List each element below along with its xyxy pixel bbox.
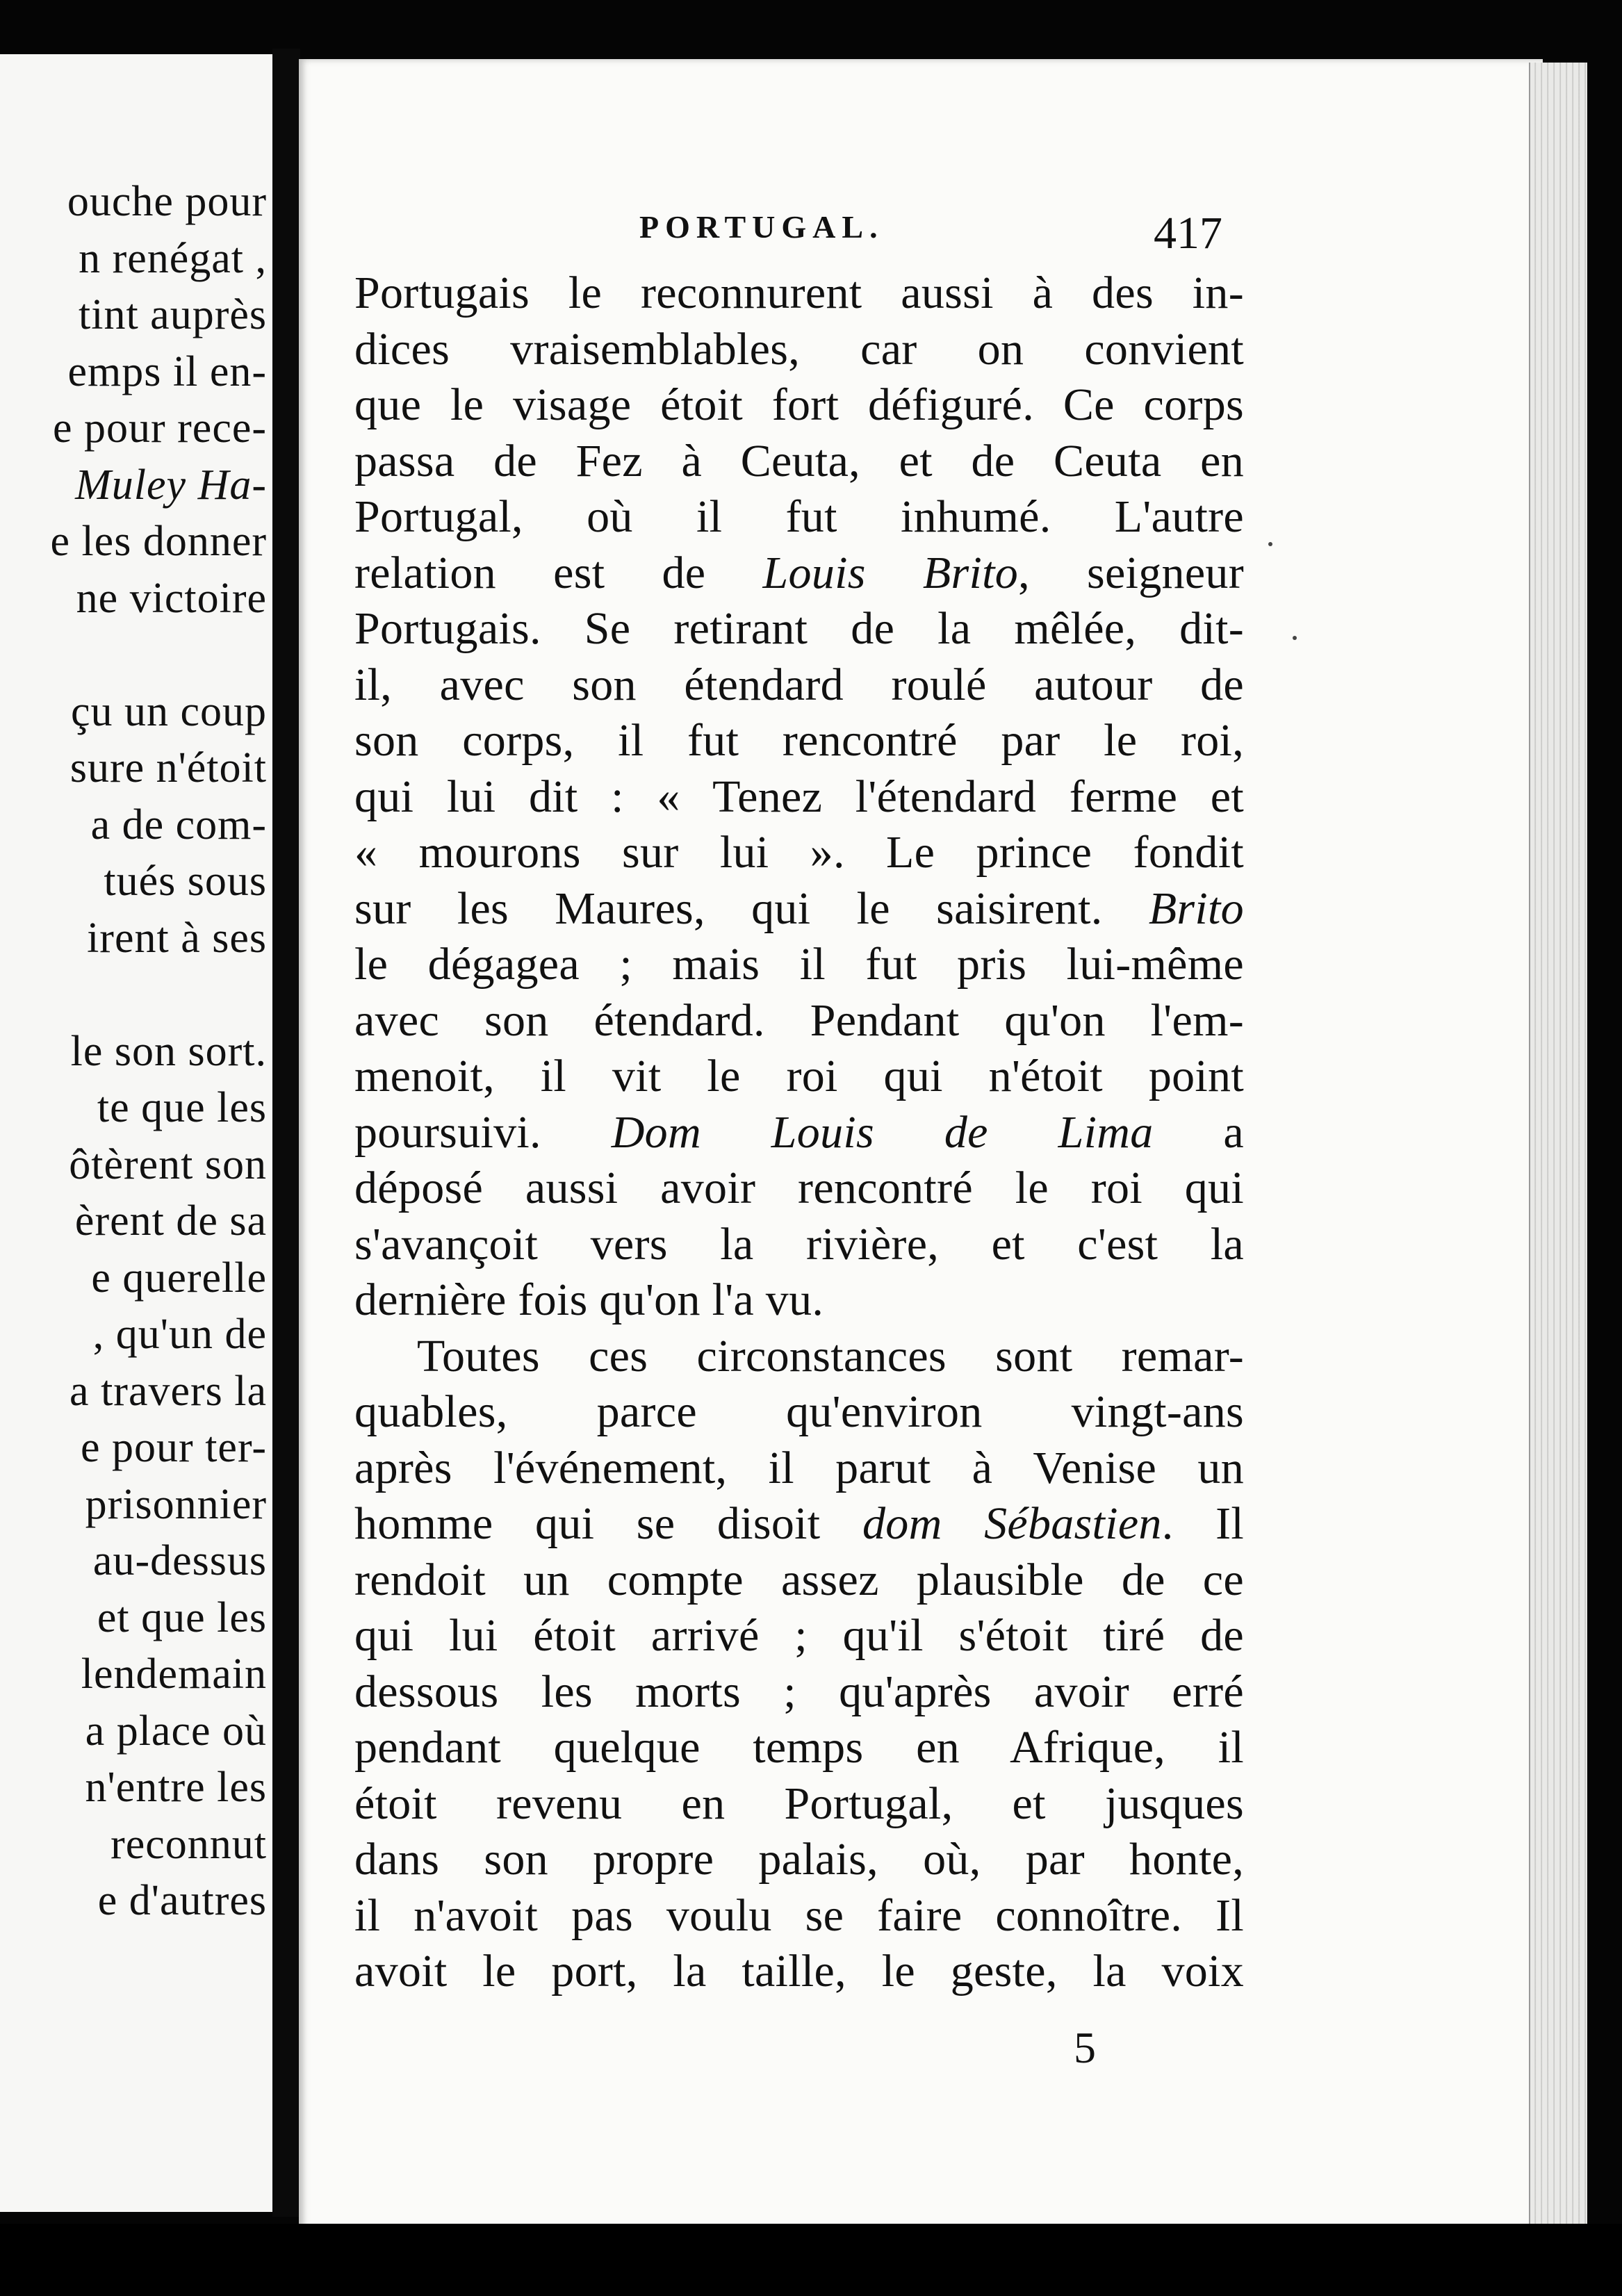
- left-page-line: çu un coup: [70, 687, 267, 735]
- text-line: [354, 546, 1244, 602]
- text-line: [354, 489, 1244, 546]
- text-line: [354, 993, 1244, 1049]
- left-page-line: tint auprès: [79, 291, 267, 338]
- left-page-line: sure n'étoit: [69, 744, 267, 792]
- text-run: déposé aussi avoir rencontré le roi qui: [354, 1163, 1244, 1213]
- text-line: [354, 881, 1244, 937]
- left-page-line: ne victoire: [76, 574, 267, 622]
- italic-name: Louis Brito: [762, 547, 1019, 598]
- left-page-line: lendemain: [81, 1650, 267, 1698]
- text-run: dessous les morts ; qu'après avoir erré: [354, 1666, 1244, 1717]
- scan-bottom-border: [0, 2224, 1622, 2296]
- left-page-line: ôtèrent son: [69, 1140, 267, 1188]
- text-run: menoit, il vit le roi qui n'étoit point: [354, 1051, 1244, 1101]
- italic-name: Brito: [1148, 883, 1244, 934]
- page-edges: [1529, 63, 1587, 2224]
- text-run: il n'avoit pas voulu se faire connoître. Il: [354, 1889, 1244, 1941]
- text-run: Portugais le reconnurent aussi à des in-: [354, 268, 1244, 318]
- text-run: pendant quelque temps en Afrique, il: [354, 1722, 1244, 1773]
- text-run: . Il: [1161, 1498, 1244, 1549]
- left-page-fragment: [0, 54, 272, 2212]
- text-line: [354, 1776, 1244, 1832]
- text-line: [354, 265, 1244, 322]
- text-line: [354, 1944, 1244, 2000]
- text-run: dices vraisemblables, car on convient: [354, 323, 1244, 375]
- text-line: [354, 769, 1244, 826]
- left-page-line: reconnut: [110, 1820, 267, 1868]
- book-gutter: [272, 49, 300, 2217]
- text-run: Portugal, où il fut inhumé. L'autre: [354, 491, 1244, 542]
- text-line: [354, 1329, 1244, 1385]
- left-page-line: e d'autres: [97, 1877, 267, 1924]
- text-run: que le visage étoit fort défiguré. Ce corps: [354, 379, 1244, 430]
- text-line: [354, 713, 1244, 769]
- text-line: [354, 1888, 1244, 1944]
- text-line: [354, 601, 1244, 657]
- text-run: Toutes ces circonstances sont remar-: [417, 1330, 1244, 1381]
- text-run: homme qui se disoit: [354, 1498, 862, 1549]
- signature-mark: 5: [1074, 2023, 1096, 2072]
- text-run: son corps, il fut rencontré par le roi,: [354, 715, 1244, 766]
- text-run: après l'événement, il parut à Venise un: [354, 1442, 1244, 1493]
- text-line: [354, 1832, 1244, 1888]
- text-line: [354, 1664, 1244, 1721]
- left-page-line: , qu'un de: [92, 1311, 267, 1358]
- left-page-line: le son sort.: [70, 1027, 267, 1075]
- text-line: [354, 1441, 1244, 1497]
- left-page-line: a place où: [85, 1707, 267, 1755]
- italic-name: Dom Louis de Lima: [611, 1106, 1154, 1158]
- text-run: poursuivi.: [354, 1106, 612, 1158]
- left-page-line: a de com-: [90, 801, 267, 848]
- ink-speck: [1293, 636, 1297, 640]
- text-line: [354, 1161, 1244, 1217]
- left-page-line: n renégat ,: [79, 234, 267, 282]
- left-page-line: e les donner: [50, 518, 267, 565]
- text-run: avec son étendard. Pendant qu'on l'em-: [354, 994, 1244, 1046]
- text-run: a: [1153, 1106, 1245, 1158]
- text-run: Portugais. Se retirant de la mêlée, dit-: [354, 603, 1244, 654]
- text-run: rendoit un compte assez plausible de ce: [354, 1554, 1244, 1605]
- text-run: dernière fois qu'on l'a vu.: [354, 1274, 824, 1325]
- text-run: sur les Maures, qui le saisirent.: [354, 883, 1149, 934]
- text-run: « mourons sur lui ». Le prince fondit: [354, 827, 1244, 878]
- left-page-line: èrent de sa: [74, 1197, 267, 1245]
- text-run: relation est de: [354, 547, 763, 598]
- text-line: [354, 1105, 1244, 1161]
- text-line: [354, 1552, 1244, 1609]
- text-run: , seigneur: [1018, 547, 1244, 598]
- left-page-line: e pour ter-: [81, 1424, 267, 1471]
- left-page-line: au-dessus: [92, 1537, 267, 1584]
- text-run: s'avançoit vers la rivière, et c'est la: [354, 1218, 1244, 1270]
- ink-speck: [1268, 542, 1272, 546]
- text-line: [354, 1217, 1244, 1273]
- text-line: [354, 1049, 1244, 1105]
- left-page-line: irent à ses: [87, 914, 267, 962]
- left-page-line: prisonnier: [85, 1480, 267, 1528]
- text-run: quables, parce qu'environ vingt-ans: [354, 1386, 1244, 1437]
- left-page-line: emps il en-: [67, 347, 267, 395]
- text-line: [354, 1384, 1244, 1441]
- text-line: [354, 937, 1244, 993]
- text-line: [354, 1496, 1244, 1552]
- left-page-line: e querelle: [91, 1254, 267, 1302]
- body-text: [354, 265, 1244, 2000]
- text-line: [354, 322, 1244, 378]
- left-page-line: Muley Ha-: [75, 461, 267, 509]
- italic-name: dom Sébastien: [862, 1498, 1162, 1549]
- text-line: [354, 1608, 1244, 1664]
- text-run: le dégagea ; mais il fut pris lui-même: [354, 939, 1244, 990]
- left-page-line: tués sous: [104, 858, 267, 905]
- text-run: passa de Fez à Ceuta, et de Ceuta en: [354, 435, 1244, 486]
- text-line: [354, 825, 1244, 881]
- left-page-line: e pour rece-: [52, 404, 267, 452]
- left-page-line: te que les: [97, 1084, 267, 1131]
- text-run: il, avec son étendard roulé autour de: [354, 659, 1244, 710]
- left-page-line: n'entre les: [85, 1764, 267, 1811]
- left-page-line: et que les: [97, 1593, 267, 1641]
- text-line: [354, 1272, 1244, 1329]
- text-run: qui lui étoit arrivé ; qu'il s'étoit tiré de: [354, 1610, 1244, 1661]
- left-page-line: a travers la: [69, 1367, 267, 1415]
- text-line: [354, 657, 1244, 714]
- text-run: avoit le port, la taille, le geste, la voix: [354, 1946, 1244, 1996]
- text-line: [354, 377, 1244, 434]
- text-run: dans son propre palais, où, par honte,: [354, 1834, 1244, 1885]
- running-head: PORTUGAL.: [639, 209, 884, 245]
- text-run: étoit revenu en Portugal, et jusques: [354, 1778, 1244, 1829]
- text-line: [354, 1720, 1244, 1776]
- text-run: qui lui dit : « Tenez l'étendard ferme et: [354, 771, 1244, 822]
- page-number: 417: [1154, 208, 1222, 259]
- text-line: [354, 434, 1244, 490]
- left-page-line: ouche pour: [67, 178, 267, 225]
